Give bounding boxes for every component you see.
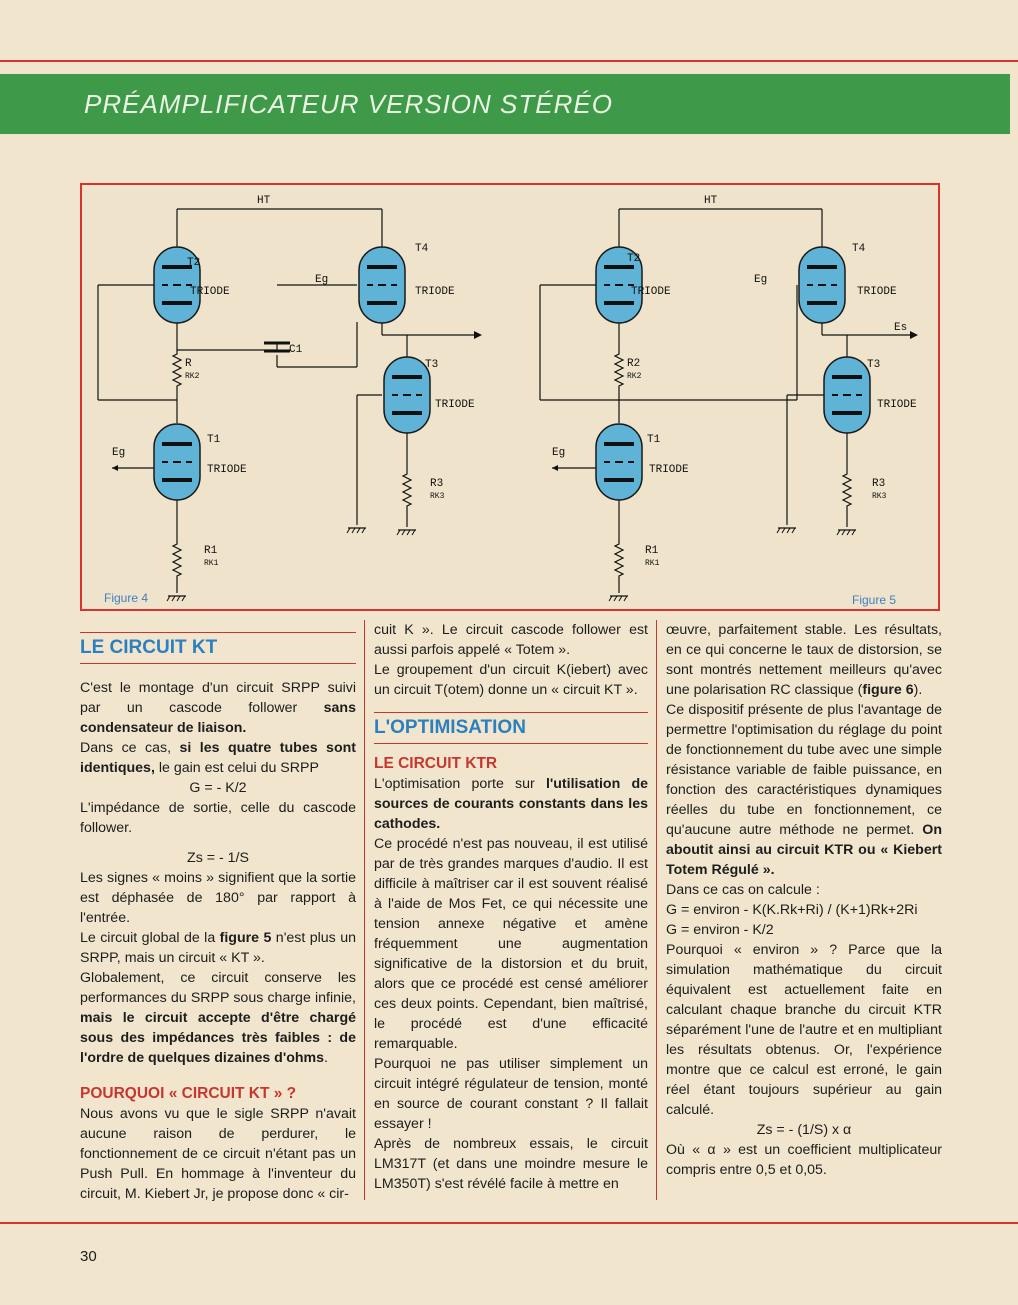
fig5-rk2-label: RK2 bbox=[627, 372, 642, 381]
paragraph: Les signes « moins » signifient que la sortie est déphasée de 180° par rapport à l'entrée. bbox=[80, 870, 356, 926]
fig5-t4-label: T4 bbox=[852, 243, 866, 255]
circuit-schematics bbox=[82, 185, 938, 609]
equation: Zs = - (1/S) x α bbox=[756, 1122, 852, 1138]
equation: G = - K/2 bbox=[189, 780, 247, 796]
column-2 bbox=[374, 620, 648, 1194]
fig4-t2-label: T2 bbox=[187, 257, 201, 269]
fig5-eg-input-label: Eg bbox=[552, 447, 566, 459]
equation: G = environ - K(K.Rk+Ri) / (K+1)Rk+2Ri bbox=[666, 902, 918, 918]
fig5-rk3-label: RK3 bbox=[872, 492, 887, 501]
fig4-t3-label: T3 bbox=[425, 359, 439, 371]
paragraph: Le circuit global de la figure 5 n'est plus un SRPP, mais un circuit « KT ». bbox=[80, 930, 356, 966]
fig5-t1-label: T1 bbox=[647, 434, 661, 446]
paragraph: cuit K ». Le circuit cascode follower est aussi parfois appelé « Totem ». bbox=[374, 622, 648, 658]
fig4-r3-label: R3 bbox=[430, 478, 444, 490]
fig4-r-label: R bbox=[185, 358, 192, 370]
fig5-triode-t2: TRIODE bbox=[631, 286, 671, 298]
fig4-rk1-label: RK1 bbox=[204, 559, 219, 568]
fig5-ht-label: HT bbox=[704, 195, 718, 207]
paragraph: Dans ce cas on calcule : bbox=[666, 882, 820, 898]
figure-box bbox=[80, 183, 940, 611]
fig5-rk1-label: RK1 bbox=[645, 559, 660, 568]
figure-4-caption: Figure 4 bbox=[104, 591, 149, 605]
page-title: PRÉAMPLIFICATEUR VERSION STÉRÉO bbox=[84, 89, 613, 119]
paragraph: Ce dispositif présente de plus l'avantage de permettre l'optimisation du réglage du point de fonctionnement du tube avec une simple résistance variable de faible puissance, en fonction des caractéristiques dynamiques réelles du tube en fonctionnement, ce qu'aucune autre méthode ne permet. On aboutit ainsi au circuit KTR ou « Kiebert Totem Régulé ». bbox=[666, 702, 942, 878]
subsection-heading: LE CIRCUIT KTR bbox=[374, 755, 498, 772]
fig4-triode-t1: TRIODE bbox=[207, 464, 247, 476]
fig5-eg-label: Eg bbox=[754, 274, 768, 286]
paragraph: Après de nombreux essais, le circuit LM317T (et dans une moindre mesure le LM350T) s'est révélé facile à mettre en bbox=[374, 1136, 648, 1192]
paragraph: Pourquoi ne pas utiliser simplement un circuit intégré régulateur de tension, monté en source de courant constant ? Il fallait essayer ! bbox=[374, 1056, 648, 1132]
column-3 bbox=[666, 620, 942, 1180]
equation: Zs = - 1/S bbox=[187, 850, 249, 866]
fig4-t1-label: T1 bbox=[207, 434, 221, 446]
fig5-r3-label: R3 bbox=[872, 478, 886, 490]
fig5-triode-t4: TRIODE bbox=[857, 286, 897, 298]
fig4-rk2-label: RK2 bbox=[185, 372, 200, 381]
fig4-c1-label: C1 bbox=[289, 344, 303, 356]
bottom-red-rule bbox=[0, 1222, 1018, 1224]
subsection-heading: POURQUOI « CIRCUIT KT » ? bbox=[80, 1085, 297, 1102]
paragraph: L'optimisation porte sur l'utilisation de sources de courants constants dans les cathodes. bbox=[374, 776, 648, 832]
fig5-es-label: Es bbox=[894, 322, 908, 334]
section-heading: LE CIRCUIT KT bbox=[80, 632, 356, 664]
figure-5-caption: Figure 5 bbox=[852, 593, 897, 607]
fig5-t3-label: T3 bbox=[867, 359, 881, 371]
fig4-triode-t3: TRIODE bbox=[435, 399, 475, 411]
page-number: 30 bbox=[80, 1248, 97, 1265]
paragraph: Globalement, ce circuit conserve les performances du SRPP sous charge infinie, mais le circuit accepte d'être chargé sous des impédances très faibles : de l'ordre de quelques dizaines d'ohms. bbox=[80, 970, 356, 1066]
paragraph: Dans ce cas, si les quatre tubes sont identiques, le gain est celui du SRPP bbox=[80, 740, 356, 776]
top-red-rule bbox=[0, 60, 1018, 62]
paragraph: Pourquoi « environ » ? Parce que la simulation mathématique du circuit équivalent est actuellement faite en calculant chaque branche du circuit KTR séparément l'une de l'autre et en multipliant les résultats obtenus. Or, l'expérience montre que ce calcul est erroné, le gain réel étant toujours supérieur au gain calculé. bbox=[666, 942, 942, 1118]
paragraph: L'impédance de sortie, celle du cascode follower. bbox=[80, 800, 356, 836]
column-1 bbox=[80, 620, 356, 1204]
fig4-eg-label: Eg bbox=[315, 274, 329, 286]
paragraph: Où « α » est un coefficient multiplicateur compris entre 0,5 et 0,05. bbox=[666, 1142, 942, 1178]
fig4-eg-input-label: Eg bbox=[112, 447, 126, 459]
fig4-rk3-label: RK3 bbox=[430, 492, 445, 501]
paragraph: œuvre, parfaitement stable. Les résultats, en ce qui concerne le taux de distorsion, se sont montrés nettement meilleurs qu'avec une polarisation RC classique (figure 6). bbox=[666, 622, 942, 698]
fig5-t2-label: T2 bbox=[627, 253, 641, 265]
equation: G = environ - K/2 bbox=[666, 922, 774, 938]
column-separator bbox=[656, 620, 657, 1200]
fig4-r1-label: R1 bbox=[204, 545, 218, 557]
section-heading: L'OPTIMISATION bbox=[374, 712, 648, 744]
fig5-triode-t1: TRIODE bbox=[649, 464, 689, 476]
fig4-ht-label: HT bbox=[257, 195, 271, 207]
fig4-triode-t4: TRIODE bbox=[415, 286, 455, 298]
paragraph: Nous avons vu que le sigle SRPP n'avait aucune raison de perdurer, le fonctionnement de ce circuit n'étant pas un Push Pull. En hommage à l'inventeur du circuit, M. Kiebert Jr, je propose donc « cir- bbox=[80, 1106, 356, 1202]
fig5-r2-label: R2 bbox=[627, 358, 641, 370]
fig5-r1-label: R1 bbox=[645, 545, 659, 557]
fig5-triode-t3: TRIODE bbox=[877, 399, 917, 411]
fig4-t4-label: T4 bbox=[415, 243, 429, 255]
paragraph: Le groupement d'un circuit K(iebert) avec un circuit T(otem) donne un « circuit KT ». bbox=[374, 662, 648, 698]
fig4-triode-t2: TRIODE bbox=[190, 286, 230, 298]
title-banner bbox=[0, 74, 1010, 134]
paragraph: C'est le montage d'un circuit SRPP suivi par un cascode follower sans condensateur de liaison. bbox=[80, 680, 356, 736]
column-separator bbox=[364, 620, 365, 1200]
paragraph: Ce procédé n'est pas nouveau, il est utilisé par de très grandes marques d'audio. Il est difficile à maîtriser car il est souvent réalisé à l'aide de Mos Fet, ce qui nécessite une tension annexe négative et amène fréquemment une augmentation significative de la distorsion et du bruit, alors que ce procédé est censé améliorer ces deux points. Cependant, bien maîtrisé, le procédé est d'une efficacité remarquable. bbox=[374, 836, 648, 1052]
